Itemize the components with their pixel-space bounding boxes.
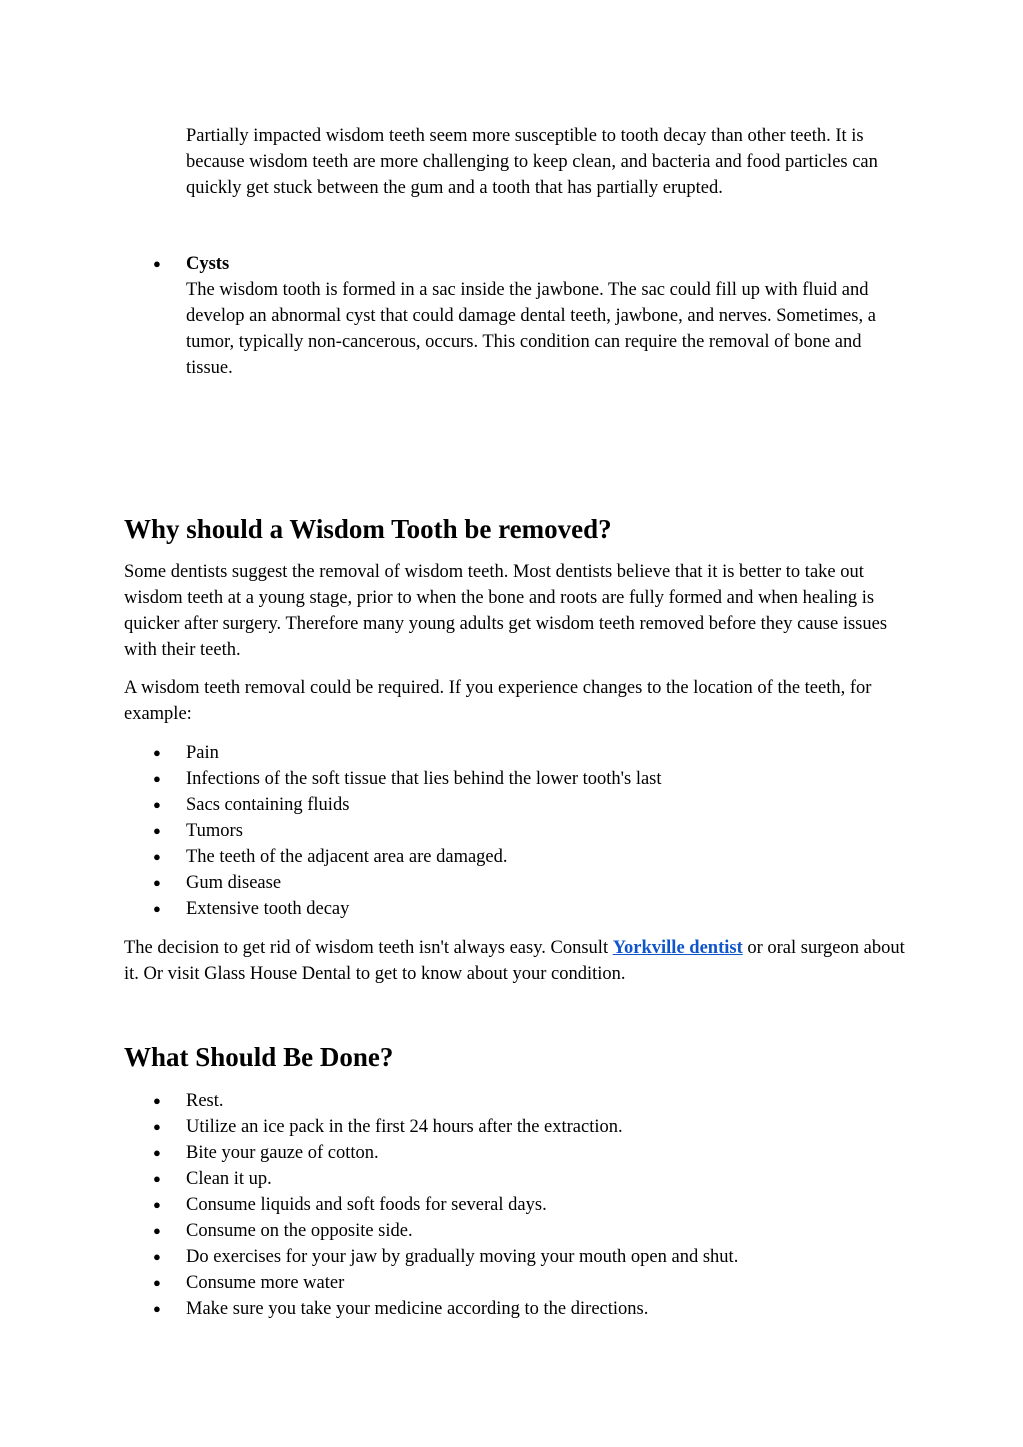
list-item (153, 1192, 913, 1218)
why-paragraph-1: Some dentists suggest the removal of wisdom teeth. Most dentists believe that it is better to take out wisdom teeth at a young stage, prior to when the bone and roots are fully formed and when healing is quicker after surgery. Therefore many young adults get wisdom teeth removed before they cause issues with their teeth. (124, 562, 888, 660)
list-item-text: Tumors (186, 821, 243, 841)
why-closing-paragraph (124, 935, 906, 987)
list-item (153, 1244, 913, 1270)
bullet-icon: ● (153, 745, 161, 760)
list-item (153, 1270, 913, 1296)
bullet-icon: ● (153, 849, 161, 864)
bullet-icon: ● (153, 797, 161, 812)
list-item-text: Gum disease (186, 873, 282, 893)
list-item-text: Make sure you take your medicine according to the directions. (186, 1299, 649, 1319)
cysts-title: Cysts (186, 254, 230, 274)
bullet-icon: ● (153, 1249, 161, 1264)
list-item-text: Bite your gauze of cotton. (186, 1143, 379, 1163)
list-item-text: Consume liquids and soft foods for several days. (186, 1195, 547, 1215)
bullet-icon: ● (153, 1093, 161, 1108)
list-item-text: Infections of the soft tissue that lies behind the lower tooth's last (186, 769, 662, 789)
bullet-icon: ● (153, 1197, 161, 1212)
list-item-text: Pain (186, 743, 219, 763)
list-item (153, 792, 913, 818)
list-item (153, 1088, 913, 1114)
bullet-icon: ● (153, 256, 161, 271)
list-item (153, 766, 913, 792)
bullet-icon: ● (153, 1119, 161, 1134)
list-item (153, 740, 913, 766)
bullet-icon: ● (153, 1301, 161, 1316)
list-item (153, 1114, 913, 1140)
bullet-icon: ● (153, 823, 161, 838)
list-item-text: Utilize an ice pack in the first 24 hours after the extraction. (186, 1117, 623, 1137)
list-item (153, 1166, 913, 1192)
list-item-text: Rest. (186, 1091, 224, 1111)
intro-paragraph: Partially impacted wisdom teeth seem more susceptible to tooth decay than other teeth. It is because wisdom teeth are more challenging to keep clean, and bacteria and food particles can quickly get stuck between the gum and a tooth that has partially erupted. (186, 126, 878, 198)
bullet-icon: ● (153, 1275, 161, 1290)
bullet-icon: ● (153, 875, 161, 890)
bullet-icon: ● (153, 771, 161, 786)
list-item (153, 818, 913, 844)
list-item-text: Consume on the opposite side. (186, 1221, 413, 1241)
list-item (153, 870, 913, 896)
list-item-text: The teeth of the adjacent area are damaged. (186, 847, 508, 867)
bullet-icon: ● (153, 1223, 161, 1238)
bullet-icon: ● (153, 1171, 161, 1186)
bullet-icon: ● (153, 901, 161, 916)
done-heading: What Should Be Done? (124, 1042, 394, 1072)
why-heading: Why should a Wisdom Tooth be removed? (124, 514, 612, 544)
closing-text-before: The decision to get rid of wisdom teeth isn't always easy. Consult (124, 938, 613, 958)
list-item-text: Clean it up. (186, 1169, 272, 1189)
list-item (153, 896, 913, 922)
list-item (153, 1140, 913, 1166)
list-item (153, 1296, 913, 1322)
list-item (153, 844, 913, 870)
cysts-body: The wisdom tooth is formed in a sac inside the jawbone. The sac could fill up with fluid and develop an abnormal cyst that could damage dental teeth, jawbone, and nerves. Sometimes, a tumor, typically non-cancerous, occurs. This condition can require the removal of bone and tissue. (186, 280, 876, 378)
list-item (153, 1218, 913, 1244)
why-paragraph-2: A wisdom teeth removal could be required. If you experience changes to the location of the teeth, for example: (124, 678, 872, 724)
list-item-text: Do exercises for your jaw by gradually moving your mouth open and shut. (186, 1247, 739, 1267)
yorkville-dentist-link[interactable]: Yorkville dentist (612, 938, 743, 958)
list-item-text: Consume more water (186, 1273, 345, 1293)
bullet-icon: ● (153, 1145, 161, 1160)
closing-text-after: or oral surgeon about it. Or visit Glass House Dental to get to know about your condition. (124, 938, 905, 984)
list-item-text: Sacs containing fluids (186, 795, 350, 815)
list-item-text: Extensive tooth decay (186, 899, 350, 919)
